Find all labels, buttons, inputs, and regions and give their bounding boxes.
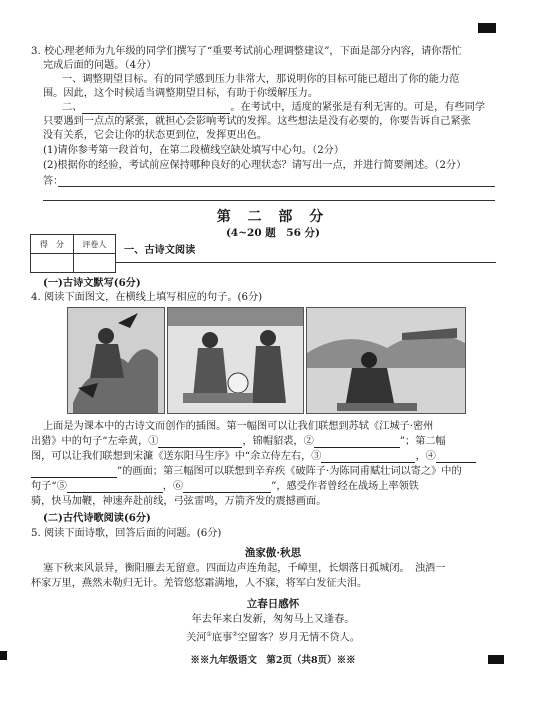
q3-line5-suffix: 。在考试中，适度的紧张是有利无害的。可是，有些同学 bbox=[230, 102, 486, 113]
illustration-hunting bbox=[67, 307, 165, 414]
q3-line5-prefix: 二、 bbox=[62, 102, 83, 113]
q4-p2-b: ，锦帽貂裘，② bbox=[242, 436, 314, 447]
subsection2-heading: (二)古代诗歌阅读(6分) bbox=[43, 512, 151, 524]
poem2-line2 bbox=[0, 628, 546, 644]
poem2-line1: 年去年来白发新，匆匆马上又逢春。 bbox=[191, 614, 355, 625]
q3-line4: 围。因此，这个时候适当调整期望目标，有助于你缓解压力。 bbox=[43, 88, 319, 99]
score-cell-grader[interactable] bbox=[73, 254, 115, 273]
poem2-line2-b: 底事 bbox=[211, 632, 233, 644]
q3-sub2: (2)根据你的经验，考试前应保持哪种良好的心理状态？请写出一点，并进行简要阐述。（2分） bbox=[43, 160, 467, 171]
poem2-line2-a: 关河 bbox=[186, 632, 207, 644]
q4-stem: 4. 阅读下面图文，在横线上填写相应的句子。(6分) bbox=[31, 292, 263, 303]
poem1-line2: 杯家万里，燕然未勒归无计。羌管悠悠霜满地，人不寐，将军白发征夫泪。 bbox=[31, 578, 368, 589]
score-cell-score[interactable] bbox=[31, 254, 74, 273]
q3-blank-center-sentence[interactable] bbox=[82, 102, 230, 114]
part2-subtitle: (4~20 题 56 分) bbox=[225, 227, 321, 239]
score-header-grader: 评卷人 bbox=[73, 235, 115, 254]
q3-line7: 没有关系，它会让你的状态更到位，发挥更出色。 bbox=[43, 130, 268, 141]
q4-blank-4-cont[interactable] bbox=[31, 466, 117, 478]
q4-blank-1[interactable] bbox=[158, 436, 242, 448]
q4-blank-4[interactable] bbox=[436, 451, 476, 463]
q4-blank-3[interactable] bbox=[321, 451, 415, 463]
illustration-study bbox=[167, 307, 304, 414]
poem1-title: 渔家傲·秋思 bbox=[244, 547, 302, 559]
q5-stem: 5. 阅读下面诗歌，回答后面的问题。(6分) bbox=[31, 528, 222, 539]
q4-blank-6[interactable] bbox=[183, 481, 271, 493]
score-box bbox=[30, 234, 116, 273]
q4-p3-a: 图，可以让我们联想到宋濂《送东阳马生序》中“余立侍左右，③ bbox=[31, 451, 322, 462]
q3-line5 bbox=[62, 101, 485, 114]
q4-p5-a: 句子“⑤ bbox=[31, 481, 67, 492]
q4-p5-c: ”，感受作者曾经在战场上率领铁 bbox=[271, 481, 419, 492]
q4-p2-c: ”；第二幅 bbox=[399, 436, 446, 447]
part2-title: 第 二 部 分 bbox=[216, 209, 330, 225]
score-header-score: 得 分 bbox=[31, 235, 74, 254]
q3-line3: 一、调整期望目标。有的同学感到压力非常大，那说明你的目标可能已超出了你的能力范 bbox=[62, 74, 460, 85]
q4-blank-5[interactable] bbox=[67, 481, 163, 493]
subsection1-heading: (一)古诗文默写(6分) bbox=[43, 277, 141, 289]
footnote-marker-2: ② bbox=[232, 631, 238, 638]
illustration-battle bbox=[306, 307, 466, 414]
q4-p2-a: 出猎》中的句子“左牵黄，① bbox=[31, 436, 159, 447]
q3-sub1: (1)请你参考第一段首句，在第二段横线空缺处填写中心句。（2分） bbox=[43, 145, 345, 156]
q3-answer-label: 答： bbox=[43, 176, 64, 187]
q3-line6: 只要遇到一点点的紧张，就担心会影响考试的发挥。这些想法是没有必要的，你要告诉自己紧张 bbox=[43, 116, 471, 127]
q4-p3-b: ，④ bbox=[415, 451, 436, 462]
q4-p4 bbox=[31, 465, 462, 478]
q4-blank-2[interactable] bbox=[314, 436, 400, 448]
section1-heading: 一、古诗文阅读 bbox=[124, 244, 196, 256]
page-footer: ※※九年级语文 第2页（共8页）※※ bbox=[190, 655, 356, 666]
q3-answer-line-2[interactable] bbox=[43, 200, 495, 201]
q4-p5-b: ，⑥ bbox=[162, 481, 184, 492]
footnote-marker-1: ① bbox=[206, 631, 212, 638]
q3-line2: 完成后面的问题。（4分） bbox=[43, 60, 157, 71]
q4-p4-text: ”的画面；第三幅图可以联想到辛弃疾《破阵子·为陈同甫赋壮词以寄之》中的 bbox=[117, 466, 462, 477]
poem2-line2-c: 空留客？岁月无情不贷人。 bbox=[237, 632, 360, 644]
poem1-line1: 塞下秋来风景异，衡阳雁去无留意。四面边声连角起，千嶂里，长烟落日孤城闭。 浊酒一 bbox=[43, 563, 446, 574]
q4-p2 bbox=[31, 435, 446, 448]
poem2-title: 立春日感怀 bbox=[246, 598, 300, 610]
q4-p5 bbox=[31, 480, 419, 493]
q4-p6: 骑，快马加鞭，神速奔赴前线，弓弦雷鸣，万箭齐发的震撼画面。 bbox=[31, 496, 327, 507]
registration-mark-top-right bbox=[478, 23, 496, 33]
q4-p1: 上面是为课本中的古诗文而创作的插图。第一幅图可以让我们联想到苏轼《江城子·密州 bbox=[43, 421, 434, 432]
q4-p3 bbox=[31, 450, 476, 463]
q3-line1: 3. 校心理老师为九年级的同学们撰写了“重要考试前心理调整建议”，下面是部分内容，请你帮忙 bbox=[31, 46, 462, 57]
section-divider bbox=[116, 262, 496, 263]
q3-answer-line-1[interactable] bbox=[58, 186, 495, 187]
